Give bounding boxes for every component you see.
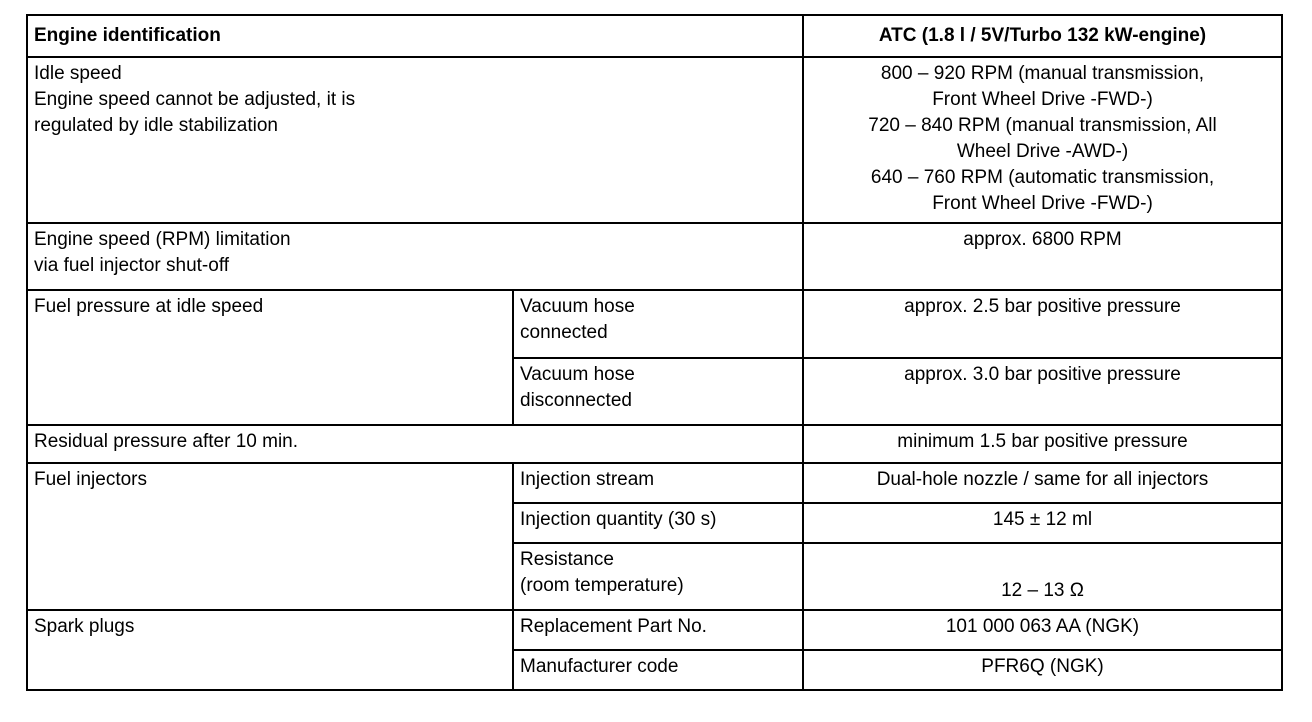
idle-speed-value-line: Front Wheel Drive -FWD-) [932,89,1153,110]
table-row [27,223,1282,290]
injector-parameter [513,543,803,610]
idle-speed-label-line: Idle speed [34,63,122,84]
fuel-pressure-condition [513,290,803,358]
table-row [27,463,1282,503]
idle-speed-value-line: Wheel Drive -AWD-) [956,141,1129,162]
table-row [27,290,1282,358]
spark-plug-value: PFR6Q (NGK) [803,650,1282,690]
idle-speed-label-line: Engine speed cannot be adjusted, it is [34,89,356,110]
condition-line: Vacuum hose [520,364,635,385]
idle-speed-value [803,57,1282,223]
engine-identification-label: Engine identification [27,15,803,57]
fuel-pressure-value: approx. 2.5 bar positive pressure [803,290,1282,358]
fuel-injectors-label: Fuel injectors [27,463,513,610]
fuel-pressure-value: approx. 3.0 bar positive pressure [803,358,1282,425]
parameter-line: (room temperature) [520,575,684,596]
rpm-limitation-label-line: via fuel injector shut-off [34,255,230,276]
residual-pressure-value: minimum 1.5 bar positive pressure [803,425,1282,463]
idle-speed-label [27,57,803,223]
spark-plug-value: 101 000 063 AA (NGK) [803,610,1282,650]
idle-speed-value-line: 800 – 920 RPM (manual transmission, [880,63,1205,84]
engine-spec-table [26,14,1283,691]
table-row [27,57,1282,223]
fuel-pressure-condition [513,358,803,425]
rpm-limitation-label-line: Engine speed (RPM) limitation [34,229,291,250]
table-header-row [27,15,1282,57]
residual-pressure-label: Residual pressure after 10 min. [27,425,803,463]
idle-speed-label-line: regulated by idle stabilization [34,115,278,136]
parameter-line: Resistance [520,549,614,570]
rpm-limitation-label [27,223,803,290]
injector-parameter: Injection stream [513,463,803,503]
idle-speed-value-line: 640 – 760 RPM (automatic transmission, [870,167,1215,188]
spark-plug-parameter: Replacement Part No. [513,610,803,650]
spark-plug-parameter: Manufacturer code [513,650,803,690]
fuel-pressure-label: Fuel pressure at idle speed [27,290,513,425]
spark-plugs-label: Spark plugs [27,610,513,690]
engine-identification-value: ATC (1.8 l / 5V/Turbo 132 kW-engine) [803,15,1282,57]
idle-speed-value-line: Front Wheel Drive -FWD-) [932,193,1153,214]
injector-parameter: Injection quantity (30 s) [513,503,803,543]
condition-line: Vacuum hose [520,296,635,317]
table-row [27,610,1282,650]
table-row [27,425,1282,463]
rpm-limitation-value: approx. 6800 RPM [803,223,1282,290]
condition-line: disconnected [520,390,632,411]
injector-value: Dual-hole nozzle / same for all injectors [803,463,1282,503]
condition-line: connected [520,322,608,343]
injector-value: 145 ± 12 ml [803,503,1282,543]
injector-value: 12 – 13 Ω [803,543,1282,610]
idle-speed-value-line: 720 – 840 RPM (manual transmission, All [868,115,1217,136]
